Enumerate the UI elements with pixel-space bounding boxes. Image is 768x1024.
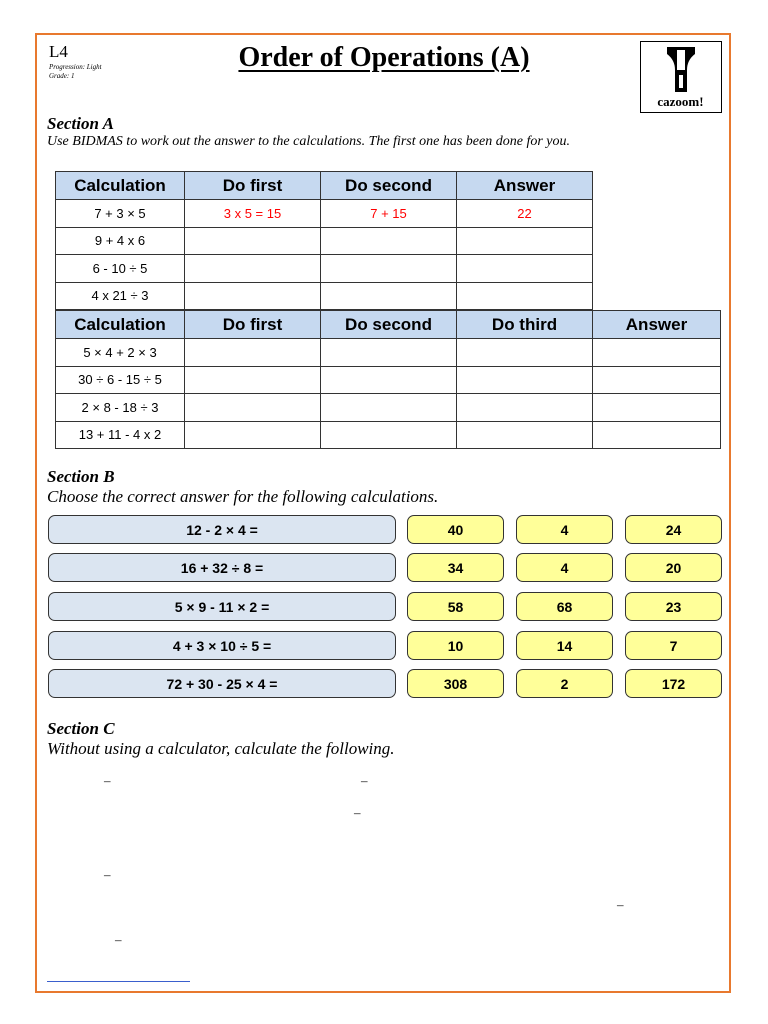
do-first-cell[interactable]: [185, 282, 321, 310]
section-a-title: Section A: [47, 114, 114, 133]
section-c-instruction: Without using a calculator, calculate the following.: [47, 739, 395, 758]
answer-option[interactable]: 4: [516, 553, 613, 582]
question-calculation: 72 + 30 - 25 × 4 =: [48, 669, 396, 698]
answer-cell[interactable]: [593, 366, 721, 394]
logo-text: cazoom!: [657, 94, 704, 109]
section-b-title: Section B: [47, 467, 115, 486]
question-calculation: 12 - 2 × 4 =: [48, 515, 396, 544]
do-first-cell[interactable]: [185, 255, 321, 283]
answer-mark: –: [104, 773, 111, 788]
table-one-header: Calculation: [56, 172, 185, 200]
do-first-cell[interactable]: [185, 339, 321, 367]
section-b-instruction: Choose the correct answer for the following calculations.: [47, 487, 439, 506]
do-second-cell[interactable]: [321, 366, 457, 394]
answer-cell[interactable]: [457, 227, 593, 255]
answer-option[interactable]: 40: [407, 515, 504, 544]
calculation-cell: 5 × 4 + 2 × 3: [56, 339, 185, 367]
do-first-cell[interactable]: [185, 421, 321, 449]
answer-cell[interactable]: [593, 394, 721, 422]
answer-option[interactable]: 2: [516, 669, 613, 698]
do-second-cell[interactable]: [321, 255, 457, 283]
do-second-cell[interactable]: [321, 421, 457, 449]
do-second-cell: 7 + 15: [321, 200, 457, 228]
table-two-header: Calculation: [56, 311, 185, 339]
section-c-title: Section C: [47, 719, 115, 738]
do-first-cell: 3 x 5 = 15: [185, 200, 321, 228]
calculation-cell: 30 ÷ 6 - 15 ÷ 5: [56, 366, 185, 394]
answer-cell[interactable]: [457, 255, 593, 283]
answer-option[interactable]: 7: [625, 631, 722, 660]
answer-option[interactable]: 34: [407, 553, 504, 582]
table-two-header: Do first: [185, 311, 321, 339]
section-a-instruction: Use BIDMAS to work out the answer to the calculations. The first one has been done for you.: [47, 134, 570, 149]
answer-mark: –: [104, 867, 111, 882]
do-third-cell[interactable]: [457, 394, 593, 422]
do-first-cell[interactable]: [185, 227, 321, 255]
answer-cell[interactable]: [457, 282, 593, 310]
table-row: [56, 255, 593, 283]
question-calculation: 16 + 32 ÷ 8 =: [48, 553, 396, 582]
question-calculation: 5 × 9 - 11 × 2 =: [48, 592, 396, 621]
table-two-header: Do second: [321, 311, 457, 339]
answer-cell[interactable]: [593, 339, 721, 367]
table-row: [56, 282, 593, 310]
answer-cell[interactable]: [593, 421, 721, 449]
do-third-cell[interactable]: [457, 421, 593, 449]
table-one-header: Do second: [321, 172, 457, 200]
answer-mark: –: [617, 897, 624, 912]
do-second-cell[interactable]: [321, 282, 457, 310]
answer-option[interactable]: 308: [407, 669, 504, 698]
calculation-cell: 7 + 3 × 5: [56, 200, 185, 228]
answer-cell: 22: [457, 200, 593, 228]
answer-option[interactable]: 24: [625, 515, 722, 544]
table-row: [56, 421, 721, 449]
answer-option[interactable]: 68: [516, 592, 613, 621]
cazoom-logo: [640, 41, 722, 113]
progression-label: Progression: Light: [49, 63, 102, 71]
answer-option[interactable]: 4: [516, 515, 613, 544]
table-row: [56, 200, 593, 228]
table-one: [55, 171, 593, 310]
answer-mark: –: [361, 773, 368, 788]
question-calculation: 4 + 3 × 10 ÷ 5 =: [48, 631, 396, 660]
answer-option[interactable]: 20: [625, 553, 722, 582]
page-title: Order of Operations (A): [238, 42, 530, 73]
calculation-cell: 6 - 10 ÷ 5: [56, 255, 185, 283]
answer-option[interactable]: 14: [516, 631, 613, 660]
footer-link-line: [47, 981, 190, 982]
calculation-cell: 4 x 21 ÷ 3: [56, 282, 185, 310]
answer-option[interactable]: 172: [625, 669, 722, 698]
do-third-cell[interactable]: [457, 339, 593, 367]
calculation-cell: 2 × 8 - 18 ÷ 3: [56, 394, 185, 422]
level-label: L4: [49, 42, 68, 61]
calculation-cell: 9 + 4 x 6: [56, 227, 185, 255]
table-two-header: Answer: [593, 311, 721, 339]
answer-mark: –: [115, 932, 122, 947]
answer-option[interactable]: 10: [407, 631, 504, 660]
answer-option[interactable]: 58: [407, 592, 504, 621]
table-one-header: Do first: [185, 172, 321, 200]
answer-option[interactable]: 23: [625, 592, 722, 621]
table-row: [56, 339, 721, 367]
table-row: [56, 366, 721, 394]
do-first-cell[interactable]: [185, 366, 321, 394]
do-first-cell[interactable]: [185, 394, 321, 422]
do-second-cell[interactable]: [321, 394, 457, 422]
table-row: [56, 227, 593, 255]
table-one-header: Answer: [457, 172, 593, 200]
do-third-cell[interactable]: [457, 366, 593, 394]
table-two-header: Do third: [457, 311, 593, 339]
do-second-cell[interactable]: [321, 227, 457, 255]
table-row: [56, 394, 721, 422]
calculation-cell: 13 + 11 - 4 x 2: [56, 421, 185, 449]
grade-label: Grade: 1: [49, 72, 75, 80]
table-two: [55, 310, 721, 449]
answer-mark: –: [354, 805, 361, 820]
do-second-cell[interactable]: [321, 339, 457, 367]
